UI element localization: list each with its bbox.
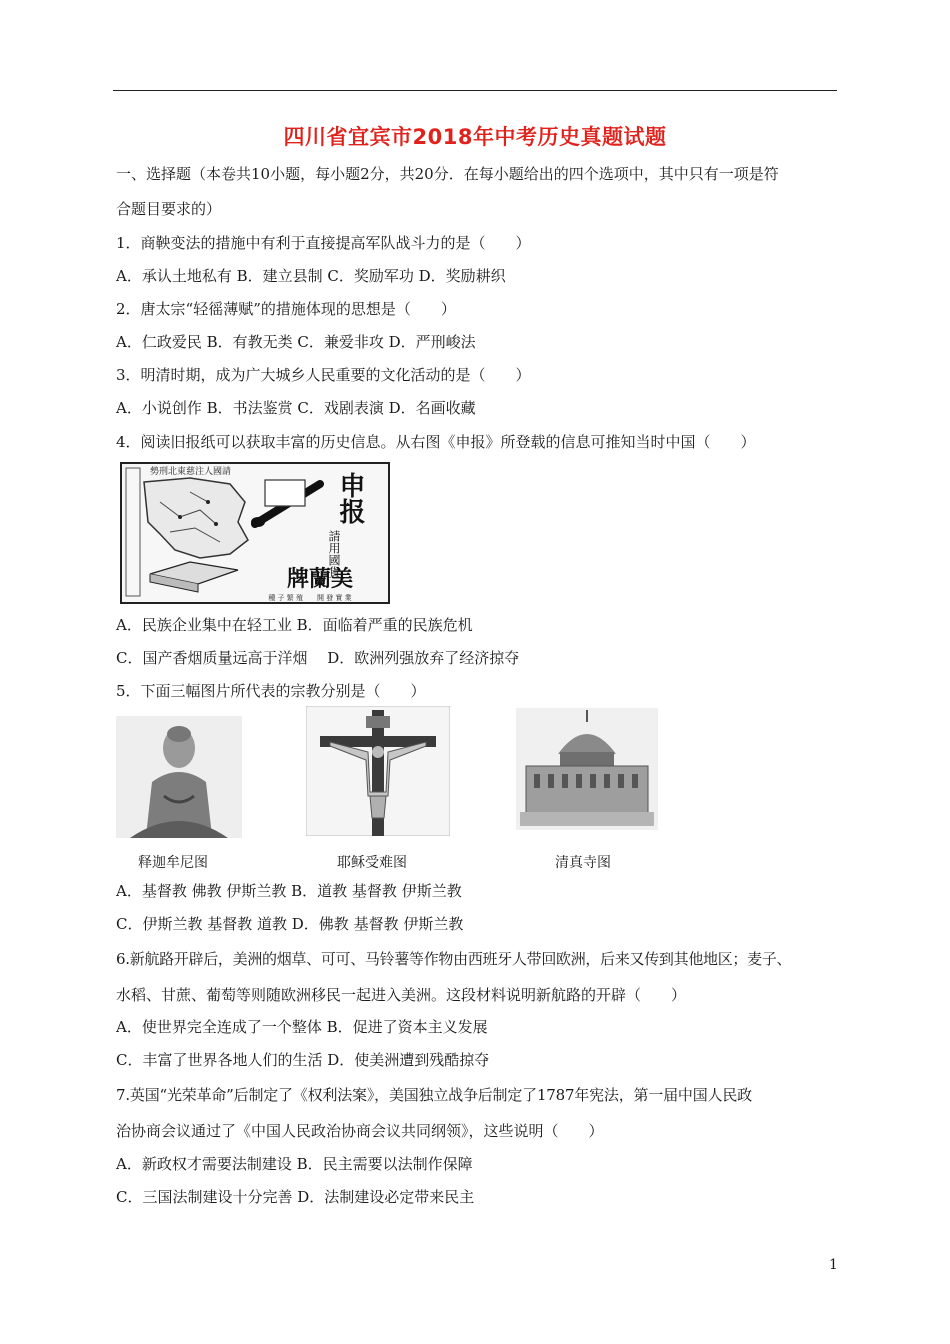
caption-mosque: 清真寺图 xyxy=(555,855,611,871)
buddha-figure xyxy=(116,716,242,838)
q6-options-line-2: C．丰富了世界各地人们的生活 D．使美洲遭到残酷掠夺 xyxy=(116,1051,490,1069)
shenbao-newspaper-figure xyxy=(120,462,390,604)
q2-stem: 2．唐太宗“轻徭薄赋”的措施体现的思想是（ ） xyxy=(116,300,456,318)
page-title: 四川省宜宾市2018年中考历史真题试题 xyxy=(283,125,667,149)
q6-options-line-1: A．使世界完全连成了一个整体 B．促进了资本主义发展 xyxy=(116,1018,488,1036)
q7-stem-line-1: 7.英国“光荣革命”后制定了《权利法案》，美国独立战争后制定了1787年宪法，第一届中国人民政 xyxy=(116,1086,752,1104)
q6-stem-line-2: 水稻、甘蔗、葡萄等则随欧洲移民一起进入美洲。这段材料说明新航路的开辟（ ） xyxy=(116,986,687,1004)
q4-stem: 4．阅读旧报纸可以获取丰富的历史信息。从右图《申报》所登载的信息可推知当时中国（ ） xyxy=(116,433,756,451)
header-rule xyxy=(113,90,837,91)
q4-options-line-2: C．国产香烟质量远高于洋烟 D．欧洲列强放弃了经济掠夺 xyxy=(116,649,520,667)
mosque-figure xyxy=(516,708,658,830)
caption-buddha: 释迦牟尼图 xyxy=(138,855,208,871)
shenbao-brand-text: 牌蘭美 xyxy=(286,566,354,592)
shenbao-footer-text: 種 子 繁 殖 開 發 實 業 xyxy=(268,594,352,602)
section-intro-line-2: 合题目要求的） xyxy=(116,200,222,218)
q1-stem: 1．商鞅变法的措施中有利于直接提高军队战斗力的是（ ） xyxy=(116,234,531,252)
q4-options-line-1: A．民族企业集中在轻工业 B．面临着严重的民族危机 xyxy=(116,616,473,634)
q6-stem-line-1: 6.新航路开辟后，美洲的烟草、可可、马铃薯等作物由西班牙人带回欧洲，后来又传到其他地区；麦子、 xyxy=(116,950,792,968)
q5-stem: 5．下面三幅图片所代表的宗教分别是（ ） xyxy=(116,682,426,700)
q3-options: A．小说创作 B．书法鉴赏 C．戏剧表演 D．名画收藏 xyxy=(116,399,476,417)
q5-options-line-1: A．基督教 佛教 伊斯兰教 B．道教 基督教 伊斯兰教 xyxy=(116,882,462,900)
q7-stem-line-2: 治协商会议通过了《中国人民政治协商会议共同纲领》，这些说明（ ） xyxy=(116,1122,604,1140)
crucifix-figure xyxy=(306,706,450,836)
q1-options: A．承认土地私有 B．建立县制 C．奖励军功 D．奖励耕织 xyxy=(116,267,506,285)
q7-options-line-1: A．新政权才需要法制建设 B．民主需要以法制作保障 xyxy=(116,1155,473,1173)
section-intro-line-1: 一、选择题（本卷共10小题，每小题2分，共20分．在每小题给出的四个选项中，其中只有一项是符 xyxy=(116,165,779,183)
shenbao-header-text: 勢刑北東慈注人國請 xyxy=(150,467,232,477)
shenbao-masthead: 申报 xyxy=(335,472,365,524)
q5-options-line-2: C．伊斯兰教 基督教 道教 D．佛教 基督教 伊斯兰教 xyxy=(116,915,464,933)
q2-options: A．仁政爱民 B．有教无类 C．兼爱非攻 D．严刑峻法 xyxy=(116,333,476,351)
caption-crucifixion: 耶稣受难图 xyxy=(337,855,407,871)
q7-options-line-2: C．三国法制建设十分完善 D．法制建设必定带来民主 xyxy=(116,1188,475,1206)
page-number: 1 xyxy=(829,1257,838,1273)
q3-stem: 3．明清时期，成为广大城乡人民重要的文化活动的是（ ） xyxy=(116,366,531,384)
shenbao-side-text: 請用國貨 xyxy=(327,530,341,578)
